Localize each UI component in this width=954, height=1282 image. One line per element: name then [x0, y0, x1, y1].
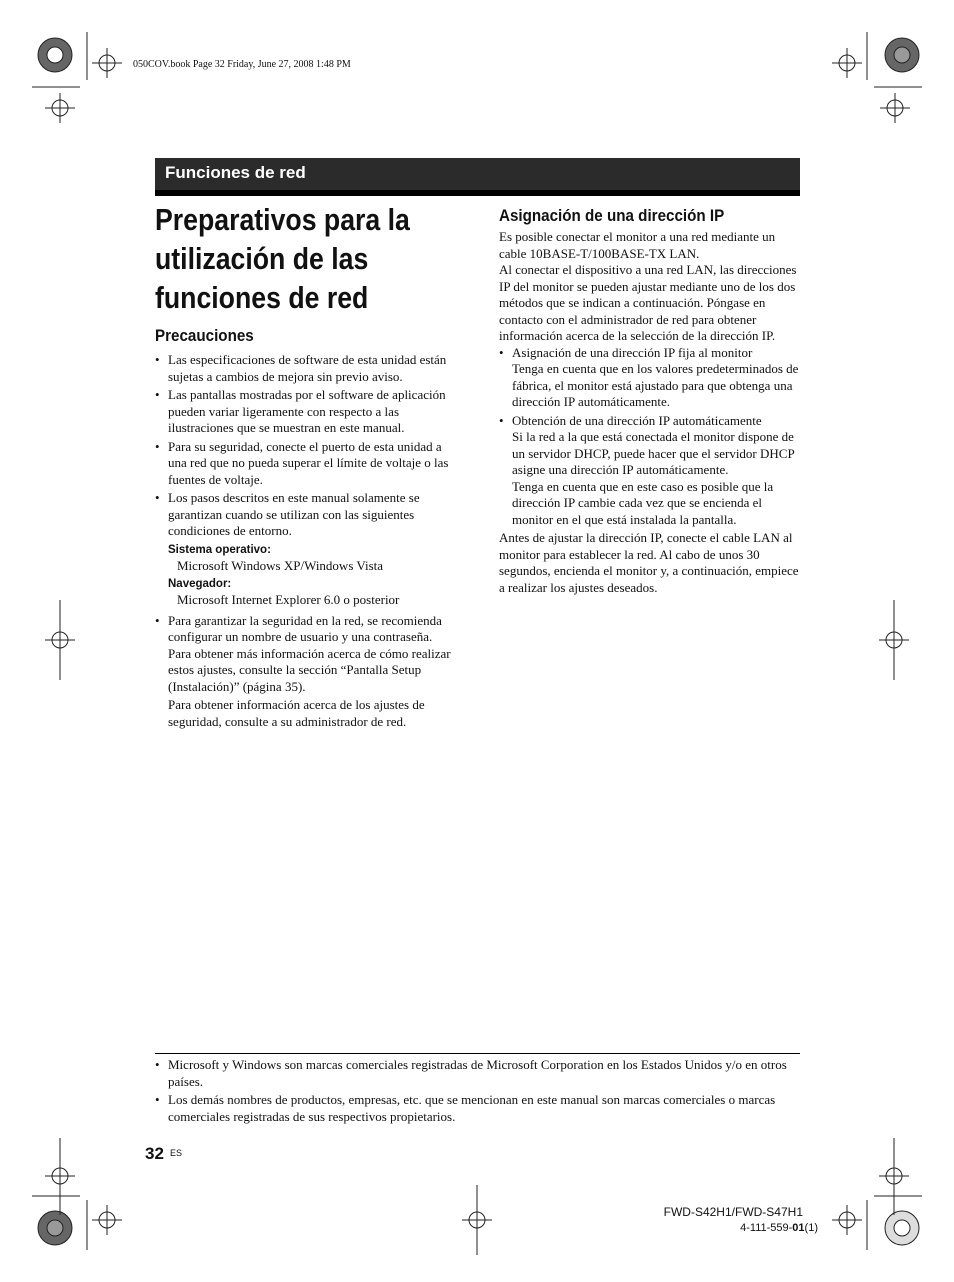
lan-paragraph: Al conectar el dispositivo a una red LAN, las direcciones IP del monitor se pueden ajustar mediante uno de los dos métodos que se indican a continuación. Póngase en contacto con el administrador de red para obtener información acerca de la selección de la dirección IP.: [499, 262, 797, 343]
precautions-list: [155, 352, 457, 540]
page-number: 32: [145, 1144, 164, 1163]
list-item-text: Tenga en cuenta que en los valores predeterminados de fábrica, el monitor está ajustado para que obtenga una dirección IP automáticamente.: [512, 361, 799, 409]
list-item: • Los demás nombres de productos, empresas, etc. que se mencionan en este manual son marcas comerciales o marcas comerciales registradas de sus respectivos propietarios.: [155, 1092, 800, 1125]
list-item-text: Tenga en cuenta que en este caso es posible que la dirección IP cambie cada vez que se encienda el monitor en el que está instalada la pantalla.: [512, 478, 774, 527]
model-number: FWD-S42H1/FWD-S47H1: [663, 1205, 803, 1219]
title-line: Preparativos para la: [155, 202, 410, 237]
list-item: [499, 413, 801, 529]
precautions-heading: Precauciones: [155, 327, 254, 345]
document-code: [600, 1222, 818, 1234]
ip-methods-list: [499, 345, 801, 529]
title-line: funciones de red: [155, 280, 369, 315]
book-header: 050COV.book Page 32 Friday, June 27, 2008 1:48 PM: [133, 59, 351, 70]
intro-paragraph: Es posible conectar el monitor a una red mediante un cable 10BASE-T/100BASE-TX LAN.: [499, 229, 776, 261]
list-item: • Los pasos descritos en este manual solamente se garantizan cuando se utilizan con las siguientes condiciones de entorno.: [155, 490, 457, 540]
code-bold: 01: [792, 1222, 805, 1234]
list-item: • Para su seguridad, conecte el puerto de esta unidad a una red que no pueda superar el límite de voltaje o las fuentes de voltaje.: [155, 439, 457, 489]
page-language: ES: [170, 1148, 183, 1158]
title-line: utilización de las: [155, 241, 369, 276]
list-item: • Las pantallas mostradas por el software de aplicación pueden variar ligeramente con respecto a las ilustraciones que se muestran en este manual.: [155, 387, 457, 437]
list-item: [499, 345, 801, 411]
section-title: Funciones de red: [165, 163, 306, 182]
os-value: Microsoft Windows XP/Windows Vista: [177, 558, 384, 573]
footnote-list: [155, 1057, 800, 1125]
closing-paragraph: Antes de ajustar la dirección IP, conecte el cable LAN al monitor para establecer la red. Al cabo de unos 30 segundos, encienda el monitor y, a continuación, empiece a realizar los ajustes deseados.: [499, 530, 799, 595]
page-title: [155, 200, 430, 317]
list-item-title: • Obtención de una dirección IP automáticamente: [512, 412, 762, 428]
list-item: • Microsoft y Windows son marcas comerciales registradas de Microsoft Corporation en los Estados Unidos y/o en otros países.: [155, 1057, 800, 1090]
footnotes: [155, 1057, 800, 1127]
ip-heading: Asignación de una dirección IP: [499, 207, 725, 225]
list-item-text: Para garantizar la seguridad en la red, se recomienda configurar un nombre de usuario y una contraseña. Para obtener más información acerca de cómo realizar estos ajustes, consulte la sección “Pantalla Setup (Instalación)” (página 35).: [168, 612, 451, 694]
browser-value: Microsoft Internet Explorer 6.0 o posterior: [177, 592, 400, 607]
code-prefix: 4-111-559-: [740, 1222, 793, 1234]
list-item: [155, 613, 457, 731]
section-bar: [155, 158, 800, 196]
list-item-text: Si la red a la que está conectada el monitor dispone de un servidor DHCP, puede hacer que el servidor DHCP asigne una dirección IP automáticamente.: [512, 429, 795, 477]
list-item: • Las especificaciones de software de esta unidad están sujetas a cambios de mejora sin previo aviso.: [155, 352, 457, 385]
security-list: [155, 613, 457, 731]
right-column: [499, 229, 801, 596]
left-column: [155, 352, 457, 732]
list-item-title: • Asignación de una dirección IP fija al monitor: [512, 344, 753, 360]
footnote-divider: [155, 1053, 800, 1054]
os-label: Sistema operativo:: [168, 543, 271, 556]
code-suffix: (1): [804, 1222, 818, 1234]
browser-label: Navegador:: [168, 577, 232, 590]
list-item-note: Para obtener información acerca de los ajustes de seguridad, consulte a su administrador de red.: [168, 697, 425, 729]
